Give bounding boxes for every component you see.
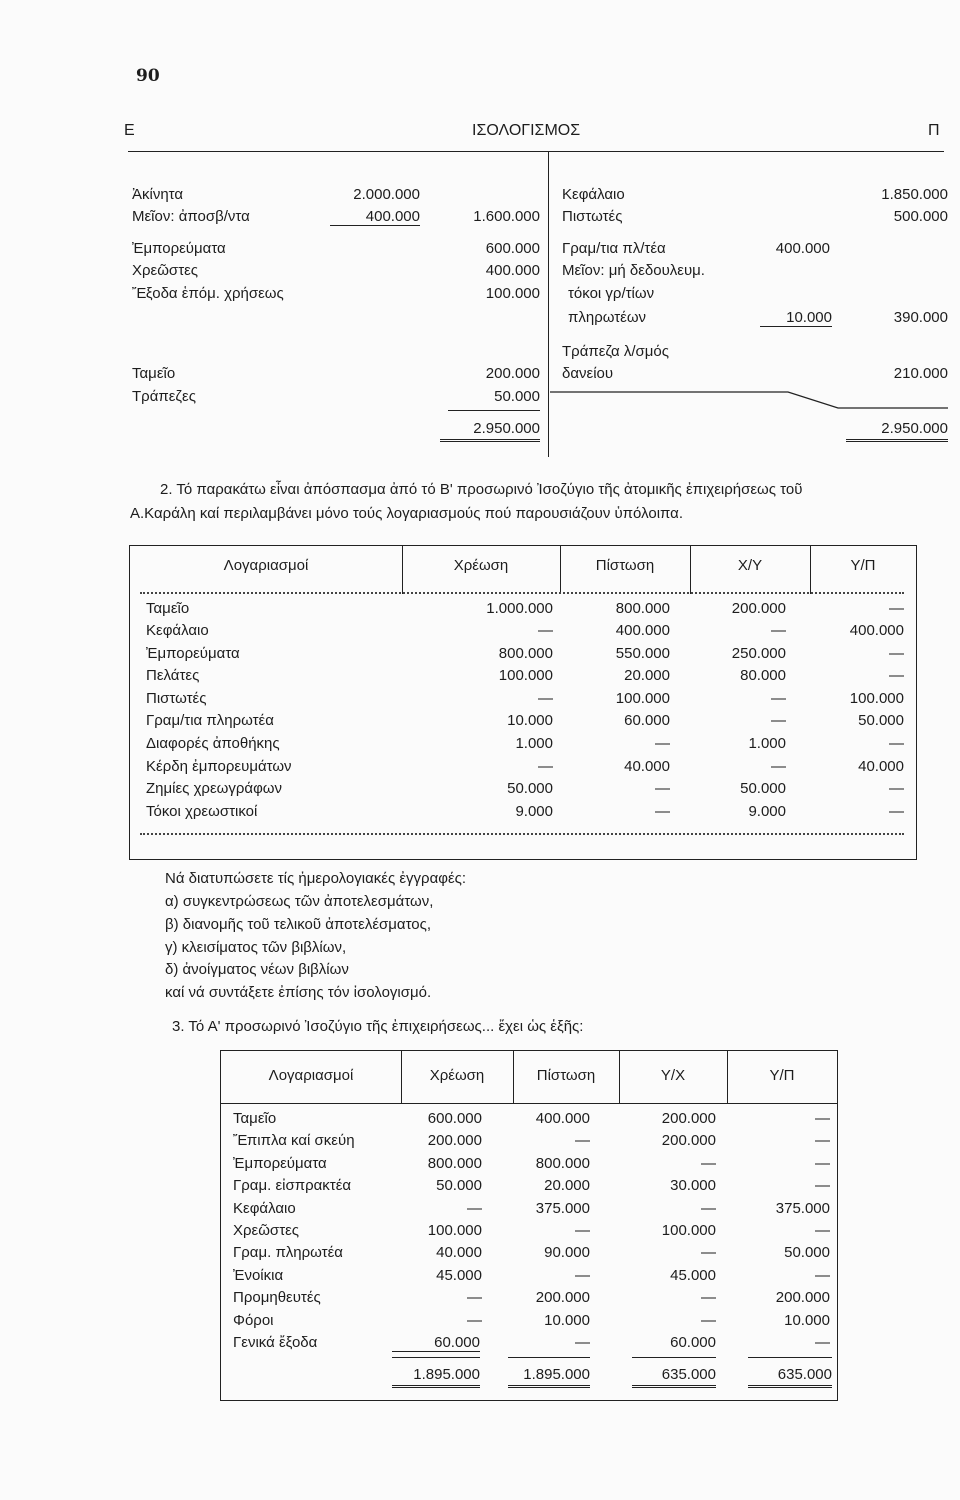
asset-value-b: 50.000	[494, 388, 540, 405]
credit: —	[655, 803, 670, 820]
debit-balance: —	[771, 758, 786, 775]
debit-balance: —	[701, 1244, 716, 1261]
debit-balance: 60.000	[670, 1334, 716, 1351]
credit-balance: —	[815, 1132, 830, 1149]
liability-label: Γραμ/τια πλ/τέα	[562, 240, 666, 257]
debit-balance: 250.000	[731, 645, 786, 662]
task-line: Νά διατυπώσετε τίς ἡμερολογιακές ἐγγραφές:	[165, 870, 467, 887]
asset-value-b: 400.000	[485, 262, 540, 279]
liability-label: Μεῖον: μή δεδουλευμ.	[562, 262, 705, 279]
debit-balance: 80.000	[740, 667, 786, 684]
account-name: Πιστωτές	[146, 690, 207, 707]
credit: 800.000	[615, 600, 670, 617]
credit: —	[575, 1267, 590, 1284]
debit-balance: 9.000	[748, 803, 786, 820]
account-name: Ἐμπορεύματα	[233, 1155, 327, 1172]
debit: 50.000	[507, 780, 553, 797]
credit-balance: 375.000	[775, 1200, 830, 1217]
balance-right-head: Π	[928, 122, 940, 139]
task-line: α) συγκεντρώσεως τῶν ἀποτελεσμάτων,	[165, 893, 434, 910]
account-name: Γραμ. πληρωτέα	[233, 1244, 343, 1261]
liability-label: Κεφάλαιο	[562, 186, 625, 203]
total-credit: 1.895.000	[508, 1366, 590, 1388]
debit: 100.000	[498, 667, 553, 684]
credit: 20.000	[624, 667, 670, 684]
credit: 10.000	[544, 1312, 590, 1329]
credit-balance: —	[815, 1222, 830, 1239]
page-number: 90	[136, 66, 160, 86]
credit: 550.000	[615, 645, 670, 662]
debit-balance: 200.000	[661, 1132, 716, 1149]
debit-balance: —	[701, 1200, 716, 1217]
task-line: δ) ἀνοίγματος νέων βιβλίων	[165, 961, 349, 978]
account-name: Κεφάλαιο	[233, 1200, 296, 1217]
debit-balance: —	[771, 712, 786, 729]
credit: 400.000	[535, 1110, 590, 1127]
asset-label: Ταμεῖο	[132, 365, 176, 382]
liabilities-total: 2.950.000	[846, 420, 948, 442]
account-name: Κεφάλαιο	[146, 622, 209, 639]
asset-value-b: 100.000	[485, 285, 540, 302]
ex3-header-credit-balance: Υ/Π	[769, 1067, 795, 1084]
ex2-header-accounts: Λογαριασμοί	[223, 557, 309, 574]
debit: —	[467, 1200, 482, 1217]
debit-balance: 200.000	[731, 600, 786, 617]
debit: —	[467, 1289, 482, 1306]
ex3-header-debit-balance: Υ/Χ	[660, 1067, 686, 1084]
task-line: καί νά συντάξετε ἐπίσης τόν ἰσολογισμό.	[165, 984, 432, 1001]
ex3-header-accounts: Λογαριασμοί	[268, 1067, 354, 1084]
credit: 60.000	[624, 712, 670, 729]
debit: 45.000	[436, 1267, 482, 1284]
credit-balance: 40.000	[858, 758, 904, 775]
exercise-2-text-line2: Α.Καράλη καί περιλαμβάνει μόνο τούς λογαριασμούς πού παρουσιάζουν ὑπόλοιπα.	[130, 505, 684, 522]
credit: 100.000	[615, 690, 670, 707]
liability-value-b: 210.000	[893, 365, 948, 382]
debit-balance: 1.000	[748, 735, 786, 752]
account-name: Χρεῶστες	[233, 1222, 300, 1239]
asset-value-b: 600.000	[485, 240, 540, 257]
ex2-header-credit: Πίστωση	[595, 557, 655, 574]
credit: —	[655, 735, 670, 752]
debit-balance: 30.000	[670, 1177, 716, 1194]
debit: 100.000	[427, 1222, 482, 1239]
debit: —	[538, 758, 553, 775]
task-line: β) διανομῆς τοῦ τελικοῦ ἀποτελέσματος,	[165, 916, 432, 933]
account-name: Τόκοι χρεωστικοί	[146, 803, 258, 820]
liability-value-b: 1.850.000	[881, 186, 948, 203]
credit-balance: 200.000	[775, 1289, 830, 1306]
account-name: Φόροι	[233, 1312, 274, 1329]
credit-balance: 10.000	[784, 1312, 830, 1329]
liability-value-b: 390.000	[893, 309, 948, 326]
balance-left-head: Ε	[124, 122, 135, 139]
debit: 600.000	[427, 1110, 482, 1127]
debit: 1.000.000	[486, 600, 553, 617]
liability-label: Πιστωτές	[562, 208, 623, 225]
credit-balance: —	[815, 1177, 830, 1194]
debit: 1.000	[515, 735, 553, 752]
credit: 200.000	[535, 1289, 590, 1306]
account-name: Διαφορές ἀποθήκης	[146, 735, 280, 752]
credit-balance: —	[889, 645, 904, 662]
credit: 400.000	[615, 622, 670, 639]
credit-balance: 100.000	[849, 690, 904, 707]
account-name: Ταμεῖο	[233, 1110, 277, 1127]
credit: —	[575, 1334, 590, 1351]
total-credit-balance: 635.000	[748, 1366, 832, 1388]
liability-value-a: 400.000	[775, 240, 830, 257]
asset-label: Ἐμπορεύματα	[132, 240, 226, 257]
exercise-3-intro: 3. Τό Α' προσωρινό Ἰσοζύγιο τῆς ἐπιχειρήσεως... ἔχει ὡς ἑξῆς:	[172, 1018, 584, 1035]
credit-balance: —	[815, 1155, 830, 1172]
credit-balance: —	[815, 1110, 830, 1127]
debit: 60.000	[392, 1334, 480, 1352]
debit-balance: —	[701, 1289, 716, 1306]
debit: 50.000	[436, 1177, 482, 1194]
debit: —	[538, 690, 553, 707]
asset-value-b: 1.600.000	[473, 208, 540, 225]
credit-balance: —	[889, 780, 904, 797]
ex3-header-credit: Πίστωση	[536, 1067, 596, 1084]
debit: 10.000	[507, 712, 553, 729]
asset-label: Χρεῶστες	[132, 262, 199, 279]
asset-value-a: 400.000	[330, 208, 420, 226]
ex2-header-debit: Χρέωση	[453, 557, 509, 574]
account-name: Πελάτες	[146, 667, 200, 684]
balance-title: ΙΣΟΛΟΓΙΣΜΟΣ	[472, 122, 581, 139]
asset-label: Ἀκίνητα	[132, 186, 184, 203]
debit: 800.000	[427, 1155, 482, 1172]
credit-balance: 50.000	[784, 1244, 830, 1261]
credit: —	[575, 1222, 590, 1239]
ex2-header-debit-balance: Χ/Υ	[737, 557, 763, 574]
account-name: Ἔπιπλα καί σκεύη	[233, 1132, 355, 1149]
debit-balance: —	[771, 622, 786, 639]
debit: 40.000	[436, 1244, 482, 1261]
credit-balance: 50.000	[858, 712, 904, 729]
liability-value-a: 10.000	[760, 309, 832, 327]
credit-balance: —	[889, 667, 904, 684]
credit-balance: —	[889, 735, 904, 752]
debit: 9.000	[515, 803, 553, 820]
account-name: Κέρδη ἐμπορευμάτων	[146, 758, 292, 775]
account-name: Ζημίες χρεωγράφων	[146, 780, 283, 797]
credit: 375.000	[535, 1200, 590, 1217]
debit: 200.000	[427, 1132, 482, 1149]
liability-label: πληρωτέων	[568, 309, 647, 326]
asset-label: Ἔξοδα ἑπόμ. χρήσεως	[132, 285, 284, 302]
credit: —	[655, 780, 670, 797]
asset-label: Μεῖον: ἀποσβ/ντα	[132, 208, 250, 225]
debit: —	[538, 622, 553, 639]
total-debit-balance: 635.000	[632, 1366, 716, 1388]
debit-balance: —	[701, 1312, 716, 1329]
credit-balance: —	[815, 1267, 830, 1284]
credit: 800.000	[535, 1155, 590, 1172]
debit-balance: 200.000	[661, 1110, 716, 1127]
account-name: Γενικά ἔξοδα	[233, 1334, 318, 1351]
assets-total: 2.950.000	[440, 420, 540, 442]
account-name: Ἐνοίκια	[233, 1267, 284, 1284]
credit-balance: —	[889, 600, 904, 617]
credit-balance: 400.000	[849, 622, 904, 639]
asset-value-b: 200.000	[485, 365, 540, 382]
liability-label: δανείου	[562, 365, 614, 382]
credit: —	[575, 1132, 590, 1149]
credit-balance: —	[815, 1334, 830, 1351]
liability-label: τόκοι γρ/τίων	[568, 285, 655, 302]
ex2-dotted-separator	[140, 592, 904, 594]
total-debit: 1.895.000	[392, 1366, 480, 1388]
credit: 20.000	[544, 1177, 590, 1194]
ex2-dotted-bottom	[140, 833, 904, 835]
liabilities-closing-rule	[548, 388, 950, 414]
assets-subtotal-rule	[448, 410, 540, 411]
liability-value-b: 500.000	[893, 208, 948, 225]
ex2-header-credit-balance: Υ/Π	[850, 557, 876, 574]
debit: —	[467, 1312, 482, 1329]
credit: 90.000	[544, 1244, 590, 1261]
ex3-header-debit: Χρέωση	[429, 1067, 485, 1084]
debit-balance: 100.000	[661, 1222, 716, 1239]
debit-balance: 50.000	[740, 780, 786, 797]
account-name: Ἐμπορεύματα	[146, 645, 240, 662]
account-name: Γραμ/τια πληρωτέα	[146, 712, 274, 729]
debit-balance: 45.000	[670, 1267, 716, 1284]
debit-balance: —	[771, 690, 786, 707]
liability-label: Τράπεζα λ/σμός	[562, 343, 669, 360]
asset-value-a: 2.000.000	[353, 186, 420, 203]
account-name: Προμηθευτές	[233, 1289, 321, 1306]
balance-top-rule	[128, 151, 944, 152]
credit: 40.000	[624, 758, 670, 775]
credit-balance: —	[889, 803, 904, 820]
exercise-2-text-line1: 2. Τό παρακάτω εἶναι ἀπόσπασμα ἀπό τό Β' προσωρινό Ἰσοζύγιο τῆς ἀτομικῆς ἐπιχειρήσεως τοῦ	[160, 481, 803, 498]
asset-label: Τράπεζες	[132, 388, 196, 405]
debit-balance: —	[701, 1155, 716, 1172]
debit: 800.000	[498, 645, 553, 662]
account-name: Ταμεῖο	[146, 600, 190, 617]
task-line: γ) κλεισίματος τῶν βιβλίων,	[165, 939, 347, 956]
account-name: Γραμ. εἰσπρακτέα	[233, 1177, 352, 1194]
